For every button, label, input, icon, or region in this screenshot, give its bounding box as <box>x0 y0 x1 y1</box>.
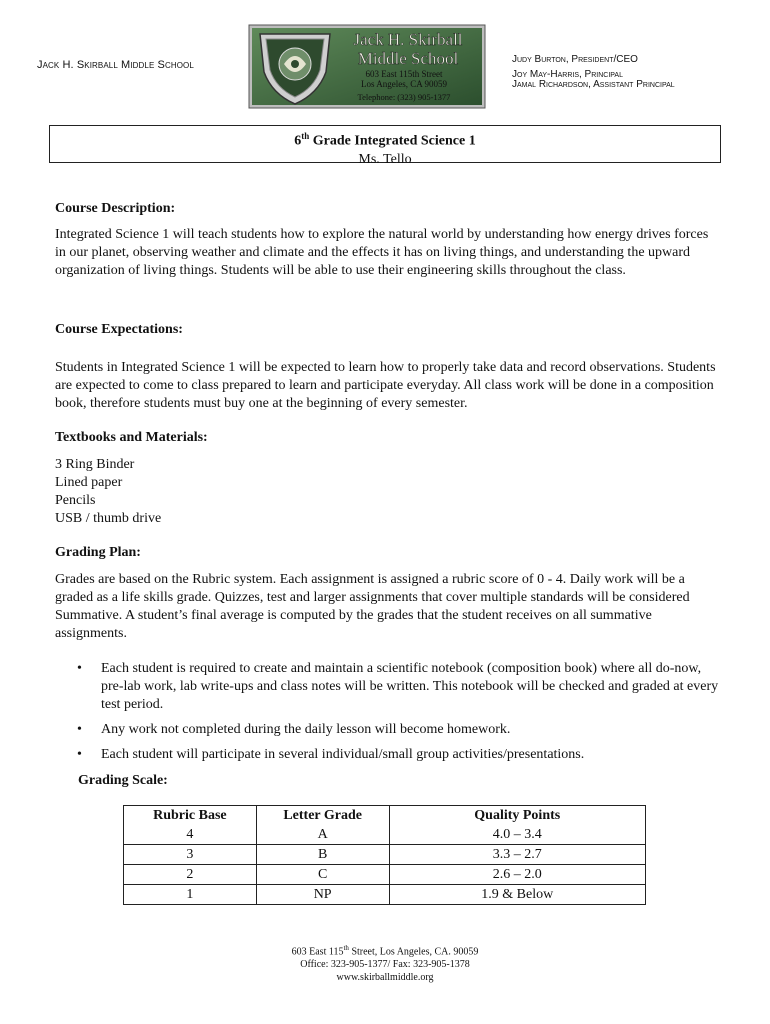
bullet-dot: • <box>77 661 82 676</box>
table-header-row <box>124 806 646 826</box>
bullet-item <box>55 721 721 739</box>
description-heading: Course Description: <box>55 201 176 216</box>
footer-address-sup: th <box>343 944 349 952</box>
staff-principal: Joy May-Harris, Principal <box>512 69 623 80</box>
logo-line1: Jack H. Skirball <box>353 30 463 49</box>
course-title <box>50 127 720 151</box>
footer-address <box>0 942 770 958</box>
materials-heading: Textbooks and Materials: <box>55 430 208 445</box>
description-text: Integrated Science 1 will teach students how to explore the natural world by understanding how energy drives forces in our planet, observing weather and climate and the effects it has on living things, and understanding the upward organization of living things. Students will be able to use their engineering skills throughout the class. <box>55 227 709 278</box>
bullet-item <box>55 746 721 764</box>
grade-number: 6 <box>294 133 302 149</box>
header-letter-grade: Letter Grade <box>256 806 389 826</box>
bullet-text: Each student will participate in several individual/small group activities/presentations. <box>101 747 585 762</box>
cell-rubric: 4 <box>124 825 257 845</box>
grade-suffix: th <box>301 131 310 141</box>
logo-address2: Los Angeles, CA 90059 <box>360 79 448 89</box>
logo-line2: Middle School <box>357 49 459 68</box>
table-row <box>124 825 646 845</box>
cell-letter: C <box>256 865 389 885</box>
material-item: 3 Ring Binder <box>55 457 135 472</box>
footer-address-post: Street, Los Angeles, CA. 90059 <box>348 946 479 958</box>
cell-points: 3.3 – 2.7 <box>389 845 645 865</box>
grading-heading: Grading Plan: <box>55 545 141 560</box>
materials-list <box>55 456 161 528</box>
bullet-item <box>55 660 721 714</box>
expectations-text: Students in Integrated Science 1 will be expected to learn how to properly take data and record observations. Students are expected to come to class prepared to learn and participate everyday. All class work will be done in a composition book, therefore students must buy one at the beginning of every semester. <box>55 360 716 411</box>
bullet-dot: • <box>77 747 82 762</box>
cell-points: 4.0 – 3.4 <box>389 825 645 845</box>
expectations-heading: Course Expectations: <box>55 322 183 337</box>
school-logo <box>248 24 486 109</box>
cell-points: 1.9 & Below <box>389 885 645 905</box>
school-name-header: Jack H. Skirball Middle School <box>37 59 194 71</box>
cell-points: 2.6 – 2.0 <box>389 865 645 885</box>
grading-scale-heading: Grading Scale: <box>78 773 168 788</box>
bullet-text: Each student is required to create and maintain a scientific notebook (composition book) where all do-now, pre-lab work, lab write-ups and class notes will be written. This notebook will be checked and graded at every test period. <box>101 661 719 712</box>
course-title-box <box>49 125 721 167</box>
footer-address-pre: 603 East 115 <box>291 946 344 958</box>
material-item: Pencils <box>55 493 96 508</box>
material-item: Lined paper <box>55 475 123 490</box>
cell-rubric: 1 <box>124 885 257 905</box>
staff-ceo: Judy Burton, President/CEO <box>512 54 638 65</box>
cell-letter: A <box>256 825 389 845</box>
logo-graphic <box>248 24 486 109</box>
grading-text: Grades are based on the Rubric system. Each assignment is assigned a rubric score of 0 - 4. Daily work will be a graded as a life skills grade. Quizzes, test and larger assignments that cover multiple standards will be considered Summative. A student’s final average is computed by the grades that the student receives on all summative assignments. <box>55 572 690 641</box>
bullet-text: Any work not completed during the daily lesson will become homework. <box>101 722 511 737</box>
header-quality-points: Quality Points <box>389 806 645 826</box>
staff-assistant-principal: Jamal Richardson, Assistant Principal <box>512 79 675 90</box>
cell-rubric: 2 <box>124 865 257 885</box>
logo-phone: Telephone: (323) 905-1377 <box>357 92 451 102</box>
table-row <box>124 885 646 905</box>
header-rubric-base: Rubric Base <box>124 806 257 826</box>
footer-website[interactable]: www.skirballmiddle.org <box>336 972 434 984</box>
page-footer <box>0 942 770 984</box>
logo-address1: 603 East 115th Street <box>365 69 443 79</box>
material-item: USB / thumb drive <box>55 511 162 526</box>
bullet-dot: • <box>77 722 82 737</box>
table-row <box>124 865 646 885</box>
course-name: Grade Integrated Science 1 <box>309 133 476 149</box>
grading-bullets <box>55 660 721 764</box>
cell-rubric: 3 <box>124 845 257 865</box>
staff-list <box>512 52 675 92</box>
table-row <box>124 845 646 865</box>
cell-letter: NP <box>256 885 389 905</box>
footer-phones: Office: 323-905-1377/ Fax: 323-905-1378 <box>300 959 470 971</box>
cell-letter: B <box>256 845 389 865</box>
grading-scale-table <box>123 805 646 905</box>
teacher-name: Ms. Tello <box>358 151 412 167</box>
